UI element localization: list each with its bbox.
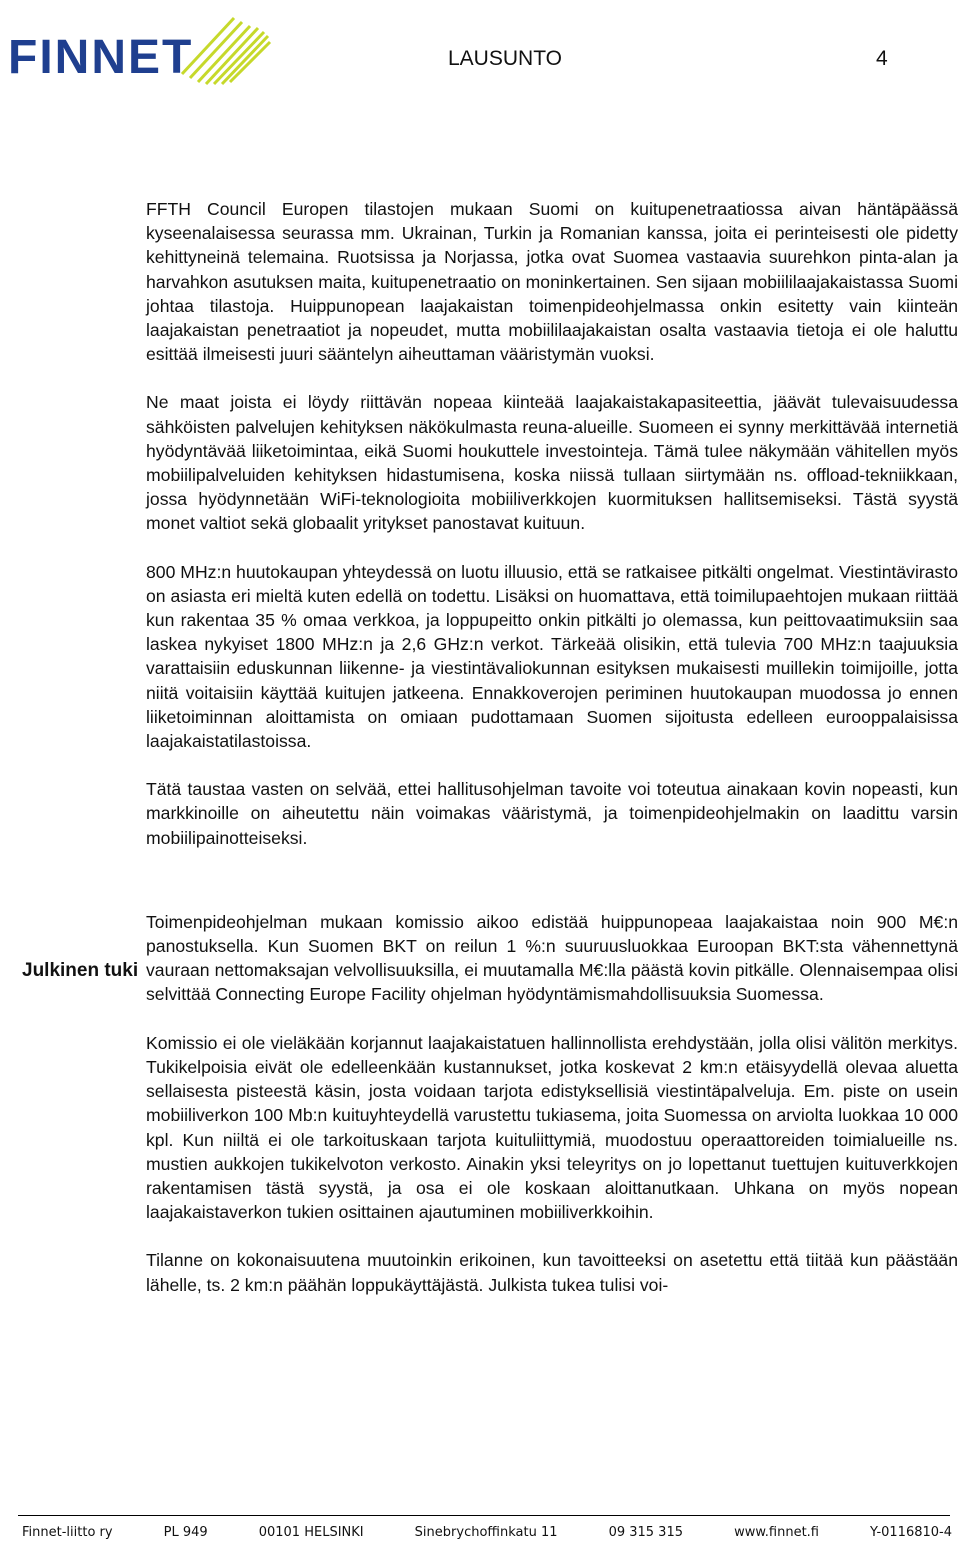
logo-stripes-icon [176,14,272,94]
paragraph: Tätä taustaa vasten on selvää, ettei hallitusohjelman tavoite voi toteutua ainakaan kovin nopeasti, kun markkinoille on aiheutettu näin voimakas vääristymä, ja toimenpideohjelmakin on laadittu varsin mobiilipainotteiseksi. [146,779,958,848]
footer-po-box: PL 949 [163,1525,208,1540]
footer-divider [18,1515,950,1516]
section-label: Julkinen tuki [22,960,139,981]
footer-web: www.finnet.fi [734,1525,819,1540]
footer-org: Finnet-liitto ry [22,1525,113,1540]
paragraph: Tilanne on kokonaisuutena muutoinkin erikoinen, kun tavoitteeksi on asetettu että tiitää kun päästään lähelle, ts. 2 km:n päähän loppukäyttäjästä. Julkista tukea tulisi voi- [146,1250,958,1295]
paragraph: Ne maat joista ei löydy riittävän nopeaa kiinteää laajakaistakapasiteettia, jäävät tulevaisuudessa sähköisten palvelujen kehityksen näkökulmasta reuna-alueille. Suomeen ei synny merkittävää internetiä hyödyntävää liiketoimintaa, eikä Suomi houkuttele investointeja. Tämä tulee näkymään vähitellen myös mobiilipalveluiden kehityksen hidastumisena, koska niissä tullaan siirtymään ns. offload-tekniikkaan, jossa hyödynnetään WiFi-teknologioita mobiiliverkkojen kuormituksen hallitsemiseksi. Tästä syystä monet valtiot sekä globaalit yritykset panostavat kuituun. [146,392,958,534]
page-number: 4 [876,47,888,70]
footer-phone: 09 315 315 [608,1525,683,1540]
paragraph: Komissio ei ole vieläkään korjannut laajakaistatuen hallinnollista erehdystään, jolla olisi välitön merkitys. Tukikelpoisia eivät ole edelleenkään kustannukset, jotka koskevat 2 km:n etäisyydellä olevaa aluetta sellaisesta pisteestä käsin, josta voidaan tarjota edistyksellisiä viestintäpalveluja. Em. piste on usein mobiiliverkon 100 Mb:n kuituyhteydellä varustettu tukiasema, joita Suomessa on arviolta luokkaa 10 000 kpl. Kun niiltä ei ole tarkoituskaan tarjota kuituliittymiä, muodostuu operaattoreiden toimialueille ns. mustien aukkojen tukikelvoton verkosto. Ainakin yksi teleyritys on jo lopettanut tuettujen kuituverkkojen rakentamisen tästä syystä, ja osa ei ole koskaan aloittanutkaan. Uhkana on myös nopean laajakaistaverkon tukien osittainen ajautuminen mobiiliverkkoihin. [146,1032,958,1223]
document-body [146,197,958,1321]
footer-business-id: Y-0116810-4 [870,1525,952,1540]
document-type: LAUSUNTO [448,47,562,70]
paragraph: 800 MHz:n huutokaupan yhteydessä on luotu illuusio, että se ratkaisee pitkälti ongelmat. Viestintävirasto on asiasta eri mieltä kuten edellä on todettu. Lisäksi on huomattava, että toimilupaehtojen mukaan riittää kun rakentaa 35 % omaa verkkoa, ja loppupeitto onkin pitkälti jo olemassa, kun peittovaatimuksiin saa laskea nykyiset 1800 MHz:n ja 2,6 GHz:n verkot. Tärkeää olisikin, että tulevia 700 MHz:n taajuuksia varattaisiin eduskunnan liikenne- ja viestintävaliokunnan esityksen mukaisesti muillekin toimijoille, jotta niitä voitaisiin käyttää kuitujen jatkeena. Ennakkoverojen periminen huutokaupan muodossa jo ennen liiketoiminnan aloittamista on omiaan pudottamaan Suomen sijoitusta edelleen eurooppalaisissa laajakaistatilastoissa. [146,561,958,752]
paragraph: Toimenpideohjelman mukaan komissio aikoo edistää huippunopeaa laajakaistaa noin 900 M€:n panostuksella. Kun Suomen BKT on reilun 1 %:n suuruusluokkaa Euroopan BKT:sta vähennettynä vauraan nettomaksajan velvollisuuksilla, ei muutamalla M€:lla päästä kovin pitkälle. Olennaisempaa olisi selvittää Connecting Europe Facility ohjelman hyödyntämismahdollisuuksia Suomessa. [146,911,958,1005]
footer-street: Sinebrychoffinkatu 11 [414,1525,558,1540]
finnet-logo [8,14,268,104]
logo-wordmark: FINNET [8,31,194,84]
footer-postal: 00101 HELSINKI [258,1525,364,1540]
paragraph: FFTH Council Europen tilastojen mukaan Suomi on kuitupenetraatiossa aivan häntäpäässä kyseenalaisessa seurassa mm. Ukrainan, Turkin ja Romanian kanssa, joita ei perinteisesti ole pidetty kehittyneinä telemaina. Ruotsissa ja Norjassa, jotka ovat Suomea vastaavia suurehkon pinta-alan ja harvahkon asutuksen maita, kuitupenetraatio on moninkertainen. Sen sijaan mobiililaajakaistassa Suomi johtaa tilastoja. Huippunopean laajakaistan toimenpideohjelmassa onkin esitetty vain kiinteän laajakaistan penetraatiot ja nopeudet, mutta mobiililaajakaistan osalta vastaavia tietoja ei ole haluttu esittää ilmeisesti juuri sääntelyn aiheuttaman vääristymän vuoksi. [146,199,958,365]
footer [22,1525,952,1540]
